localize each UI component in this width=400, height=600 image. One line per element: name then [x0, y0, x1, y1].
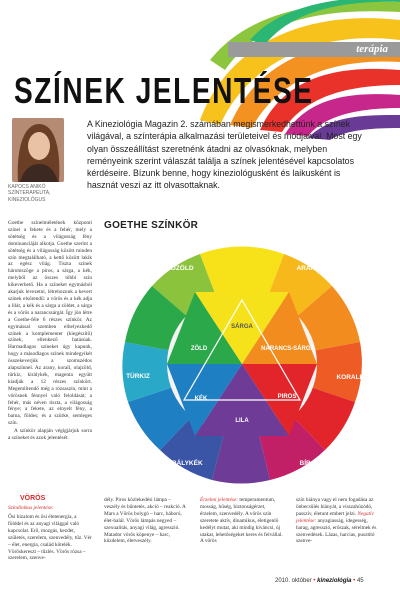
column-paragraph: Goethe színelméletének központi színei a fekete és a fehér, mely a sötétség és a világosság fény dominanciáját alkotja. Goethe szerint a sötétség és a világosság között minden szín megtalálható, a kettő között lakik az egész világ. Tiszta színek háromszöge a piros, a sárga, a kék, melyből az összes többi szín kikeverhető. Ha a színeket egymásból akarjuk levezetni, létrehozunk a kevert színek elsőrendű: a vörös és a kék adja a lilát, a kék és a sárga a zöldet, a sárga és a vörös a narancssárgát. Így jön létre a Goethe-féle 6 részes színkör. Az egymással szemben elhelyezkedő színek a komplementer (kiegészítő) színek, ellenkező hatásúak. Harmadlagos színeket úgy kapunk, hogy a másodlagos színek mindegyikét összekeverjük a szomszédos alapszínnel. Az arany, korall, olajzöld, türkiz, királykék, magenta együtt kiadják a 12 részes színkört. Megemlítendő még a rózsaszín, mint a vörösnek fénnyel való feloldását; a fehér, más néven tiszta, a világosság fénye; a fekete, az elnyelt fény, a barna, földes; és a szürke, semleges szín. [8, 220, 92, 427]
label-korall: KORALL [336, 374, 364, 381]
voros-heading: VÖRÖS [20, 495, 46, 502]
column-paragraph: Ősi bizalom és ősi életenergia, a földdel és az anyagi világgal való kapcsolat. Erő, mozgás, kezdet, születés, szerelem, szenvedély, tűz. Vér – élet, energia, család kötelék. Vöröskereszt – tűzlés. Vörös rózsa – szerelem, szenve- [8, 514, 92, 562]
author-caption [8, 184, 70, 203]
author-photo [12, 118, 64, 182]
column-paragraph: dély. Piros közlekedési lámpa – veszély és büntetés, akció – reakció. A Mars a Vörös bolygó – harc, háború, élet-halál. Vörös lámpás negyed – szexualitás, anyagi világ, agresszió. Matador vörös köpenye – harc, küzdelem, életveszély. [104, 497, 186, 545]
voros-subheading: Színdinikus jelentése: [8, 505, 54, 511]
goethe-color-wheel [100, 232, 385, 497]
emotional-meaning-label: Érzelmi jelentése: [200, 497, 239, 503]
label-zold: ZÖLD [190, 346, 208, 352]
column-text: szín hiánya vagy el nem fogadása az önbecsülés hiányát, a visszahúzódó, passzív, életunt embert jelzi. [296, 497, 374, 517]
page-title: SZÍNEK JELENTÉSE [14, 70, 314, 111]
negative-meaning-text: anyagiasság, idegesség, harag, agresszió, erőszak, sérelmek és szenvedések. Lázas, harcias, pusztító szenve- [296, 517, 377, 545]
footer-separator-icon: • [313, 578, 316, 584]
bottom-column-1 [8, 514, 92, 562]
column-paragraph [296, 497, 380, 545]
column-goethe-theory [8, 220, 92, 443]
label-turkiz: TÜRKIZ [126, 373, 150, 380]
page-footer [275, 578, 364, 584]
intro-text: A Kineziológia Magazin 2. számában megismerkedhettünk a színek világával, a színterápia alkalmazási területeivel és módjaival. Most egy olyan összeállítást szeretnénk átadni az olvasóknak, melyben reményeink szerint válaszát találja a színek jelentésével kapcsolatos kérdéseire. Bízunk benne, hogy kineziológusként és laikusként is hasznát veszi az itt olvasottaknak. [87, 119, 362, 191]
label-arany: ARANY [296, 265, 320, 272]
footer-date: 2010. október [275, 578, 312, 584]
label-kek: KÉK [194, 396, 208, 402]
column-paragraph: A színkör alapján végigjárjuk sorra a színeket és azok jelentését. [8, 428, 92, 442]
footer-magazine: kineziológia [317, 578, 352, 584]
bottom-column-2 [104, 497, 188, 545]
section-bar [228, 42, 400, 57]
wheel-title: GOETHE SZÍNKÖR [104, 220, 199, 231]
section-label: terápia [356, 43, 388, 55]
label-kiralykek: KIRÁLYKÉK [165, 460, 203, 467]
intro-paragraph [87, 118, 367, 192]
label-piros: PIROS [277, 394, 297, 400]
label-bibor: BÍBOR [299, 460, 321, 467]
column-paragraph [200, 497, 284, 545]
footer-separator-icon: • [353, 578, 356, 584]
negative-meaning-label: Negatív jelentése: [296, 510, 374, 524]
label-sarga: SÁRGA [231, 324, 253, 330]
label-narancssarga: NARANCS-SÁRGA [261, 346, 315, 352]
bottom-column-4 [296, 497, 380, 545]
label-olajzold: OLAJZÖLD [158, 265, 194, 272]
footer-page-number: 45 [356, 578, 364, 584]
label-lila: LILA [235, 418, 249, 424]
author-name: KAPOCS ANIKÓ [8, 184, 46, 190]
bottom-column-3 [200, 497, 284, 545]
author-role: SZÍNTERAPEUTA, KINEZIOLÓGUS [8, 190, 51, 203]
emotional-meaning-text: temperamentum, mosság, hűség, biztonságérzet, érzelem, szenvedély. A vörös szín szeretete aktív, dinamikus, életigenlő kedélyt mutat, aki mindig kíváncsi, új utakat, lehetőségeket keres és felvállal. A vörös [200, 497, 283, 545]
